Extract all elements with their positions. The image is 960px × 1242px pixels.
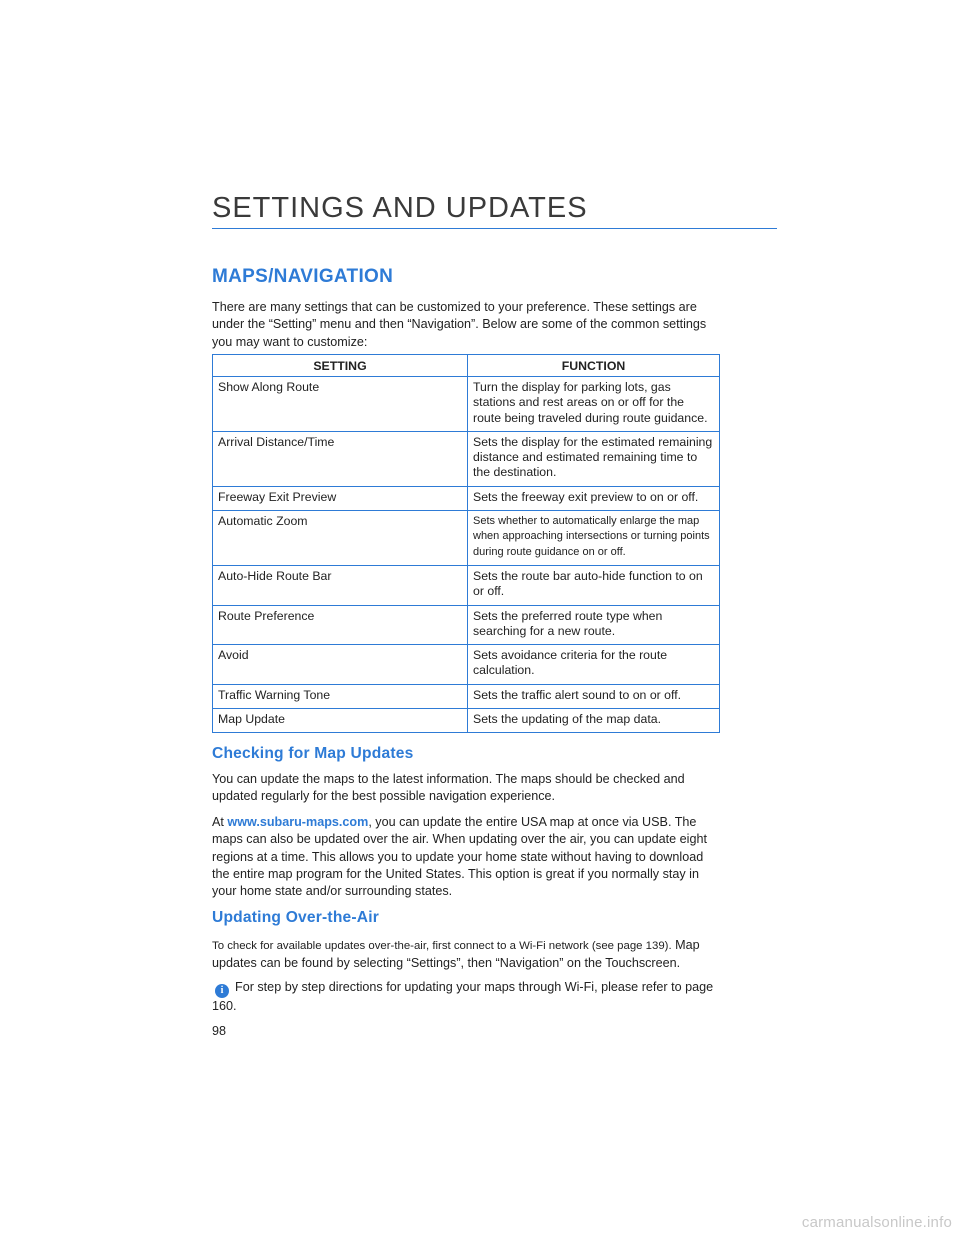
section-intro: There are many settings that can be customized to your preference. These settings are under the “Setting” menu and then “Navigation”. Below are some of the common settings you may want to customize: [212, 300, 707, 349]
table-row [213, 511, 720, 566]
function-cell: Sets the updating of the map data. [468, 709, 720, 733]
wifi-connect-text: To check for available updates over-the-air, first connect to a Wi-Fi network (see page 139). [212, 940, 672, 952]
function-cell: Sets avoidance criteria for the route calculation. [468, 645, 720, 685]
setting-cell: Map Update [213, 709, 468, 733]
over-the-air-heading: Updating Over-the-Air [212, 909, 380, 926]
checking-updates-heading: Checking for Map Updates [212, 745, 414, 762]
column-header-function: FUNCTION [468, 355, 720, 377]
tip-text: For step by step directions for updating your maps through Wi-Fi, please refer to page 160. [212, 980, 714, 1013]
over-the-air-paragraph [212, 937, 722, 973]
paragraph-rest: , you can update the entire USA map at once via USB. The maps can also be updated over the air. When updating over the air, you can update eight regions at a time. This allows you to update your home state without having to download the entire map program for the United States. This option is great if you normally stay in your home state and/or surrounding states. [212, 815, 707, 899]
page-number: 98 [212, 1024, 227, 1038]
table-row [213, 645, 720, 685]
function-cell: Sets the freeway exit preview to on or off. [468, 486, 720, 510]
function-cell: Sets the display for the estimated remaining distance and estimated remaining time to the destination. [468, 431, 720, 486]
info-icon: i [215, 984, 229, 998]
setting-cell: Show Along Route [213, 377, 468, 432]
setting-cell: Traffic Warning Tone [213, 684, 468, 708]
function-cell: Sets the route bar auto-hide function to on or off. [468, 565, 720, 605]
function-cell: Sets the preferred route type when searching for a new route. [468, 605, 720, 645]
setting-cell: Automatic Zoom [213, 511, 468, 566]
setting-cell: Arrival Distance/Time [213, 431, 468, 486]
table-row [213, 377, 720, 432]
subaru-maps-link[interactable]: www.subaru-maps.com [227, 815, 369, 829]
table-row [213, 486, 720, 510]
table-row [213, 709, 720, 733]
header-divider [212, 228, 777, 229]
setting-cell: Freeway Exit Preview [213, 486, 468, 510]
setting-cell: Route Preference [213, 605, 468, 645]
checking-updates-paragraph: You can update the maps to the latest information. The maps should be checked and updated regularly for the best possible navigation experience. [212, 772, 685, 804]
function-cell: Sets whether to automatically enlarge the map when approaching intersections or turning points during route guidance on or off. [468, 511, 720, 566]
page-header-title: SETTINGS AND UPDATES [212, 192, 588, 224]
table-header-row [213, 355, 720, 377]
table-row [213, 684, 720, 708]
subaru-maps-paragraph [212, 814, 722, 900]
watermark: carmanualsonline.info [801, 1214, 952, 1231]
table-row [213, 605, 720, 645]
paragraph-prefix: At [212, 815, 228, 829]
table-row [213, 431, 720, 486]
setting-cell: Auto-Hide Route Bar [213, 565, 468, 605]
tip-paragraph [212, 979, 722, 1015]
function-cell: Turn the display for parking lots, gas stations and rest areas on or off for the route being traveled during route guidance. [468, 377, 720, 432]
section-title: MAPS/NAVIGATION [212, 266, 394, 287]
settings-table [212, 354, 720, 733]
setting-cell: Avoid [213, 645, 468, 685]
function-cell: Sets the traffic alert sound to on or off. [468, 684, 720, 708]
table-row [213, 565, 720, 605]
map-updates-text: Map updates can be found by selecting “Settings”, then “Navigation” on the Touchscreen. [212, 938, 700, 971]
column-header-setting: SETTING [213, 355, 468, 377]
